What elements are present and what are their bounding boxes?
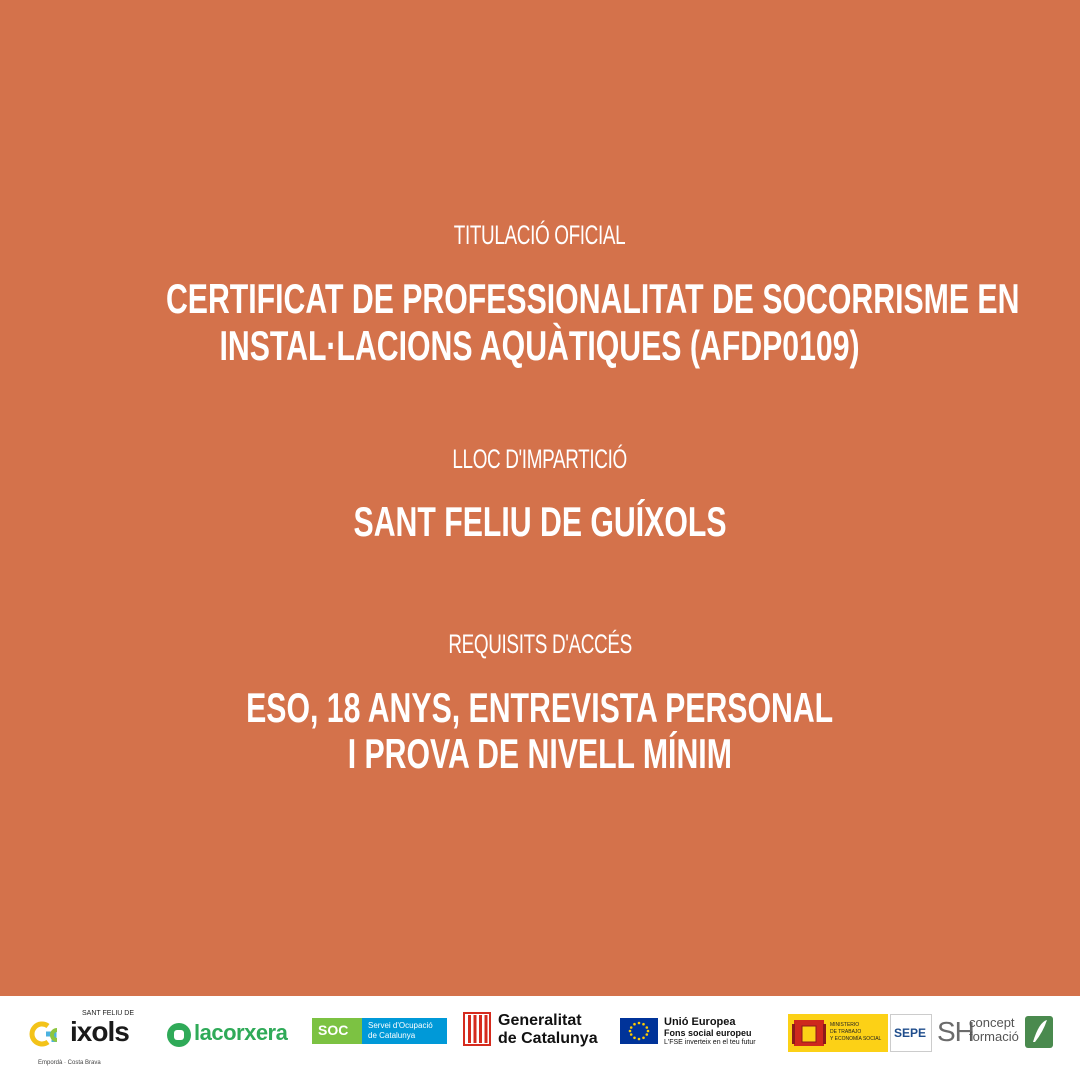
sh-text: SH	[937, 1016, 974, 1047]
requisits-line-2: I PROVA DE NIVELL MÍNIM	[347, 730, 733, 777]
soc-line-1: Servei d'Ocupació	[368, 1021, 433, 1030]
lacorxera-text: lacorxera	[194, 1020, 288, 1045]
eu-line-1: Unió Europea	[664, 1016, 736, 1028]
ministerio-line-2: DE TRABAJO	[830, 1029, 862, 1035]
concept-text: concept	[969, 1015, 1015, 1030]
sh-concept-logo	[937, 1012, 1057, 1056]
spain-coat-of-arms-icon	[792, 1018, 826, 1048]
eu-line-2: Fons social europeu	[664, 1028, 752, 1038]
guixols-swirl-icon	[26, 1020, 70, 1048]
guixols-small-text: SANT FELIU DE	[82, 1010, 134, 1017]
generalitat-line-1: Generalitat	[498, 1012, 582, 1029]
soc-line-2: de Catalunya	[368, 1031, 416, 1040]
eu-flag-icon	[620, 1018, 658, 1044]
course-title-line-1: CERTIFICAT DE PROFESSIONALITAT DE SOCORRISME EN	[165, 275, 1020, 322]
eu-logo	[620, 1016, 780, 1050]
requisits-label: REQUISITS D'ACCÉS	[448, 629, 632, 659]
course-title-line-2: INSTAL·LACIONS AQUÀTIQUES (AFDP0109)	[219, 322, 861, 369]
lacorxera-logo	[166, 1020, 306, 1050]
guixols-main-text: ixols	[70, 1016, 129, 1047]
requisits-line-1: ESO, 18 ANYS, ENTREVISTA PERSONAL	[246, 684, 834, 731]
generalitat-logo	[463, 1012, 608, 1052]
lloc-label: LLOC D'IMPARTICIÓ	[452, 444, 628, 474]
ministerio-sepe-logo	[788, 1014, 933, 1054]
soc-logo	[312, 1018, 447, 1044]
lloc-value: SANT FELIU DE GUÍXOLS	[353, 498, 727, 545]
sh-leaf-icon	[1025, 1012, 1055, 1050]
guixols-logo	[26, 1008, 146, 1068]
ministerio-line-1: MINISTERIO	[830, 1022, 860, 1028]
guixols-sub-text: Empordà · Costa Brava	[38, 1060, 101, 1066]
generalitat-emblem-icon	[463, 1012, 491, 1046]
titulacio-label: TITULACIÓ OFICIAL	[454, 220, 626, 250]
formacio-text: formació	[969, 1029, 1019, 1044]
soc-badge-text: SOC	[318, 1022, 349, 1038]
lacorxera-circle-icon	[166, 1022, 192, 1048]
eu-line-3: L'FSE inverteix en el teu futur	[664, 1039, 756, 1046]
sponsor-logos-bar	[0, 996, 1080, 1080]
ministerio-line-3: Y ECONOMÍA SOCIAL	[830, 1036, 882, 1042]
generalitat-line-2: de Catalunya	[498, 1030, 598, 1047]
sepe-text: SEPE	[894, 1026, 927, 1040]
